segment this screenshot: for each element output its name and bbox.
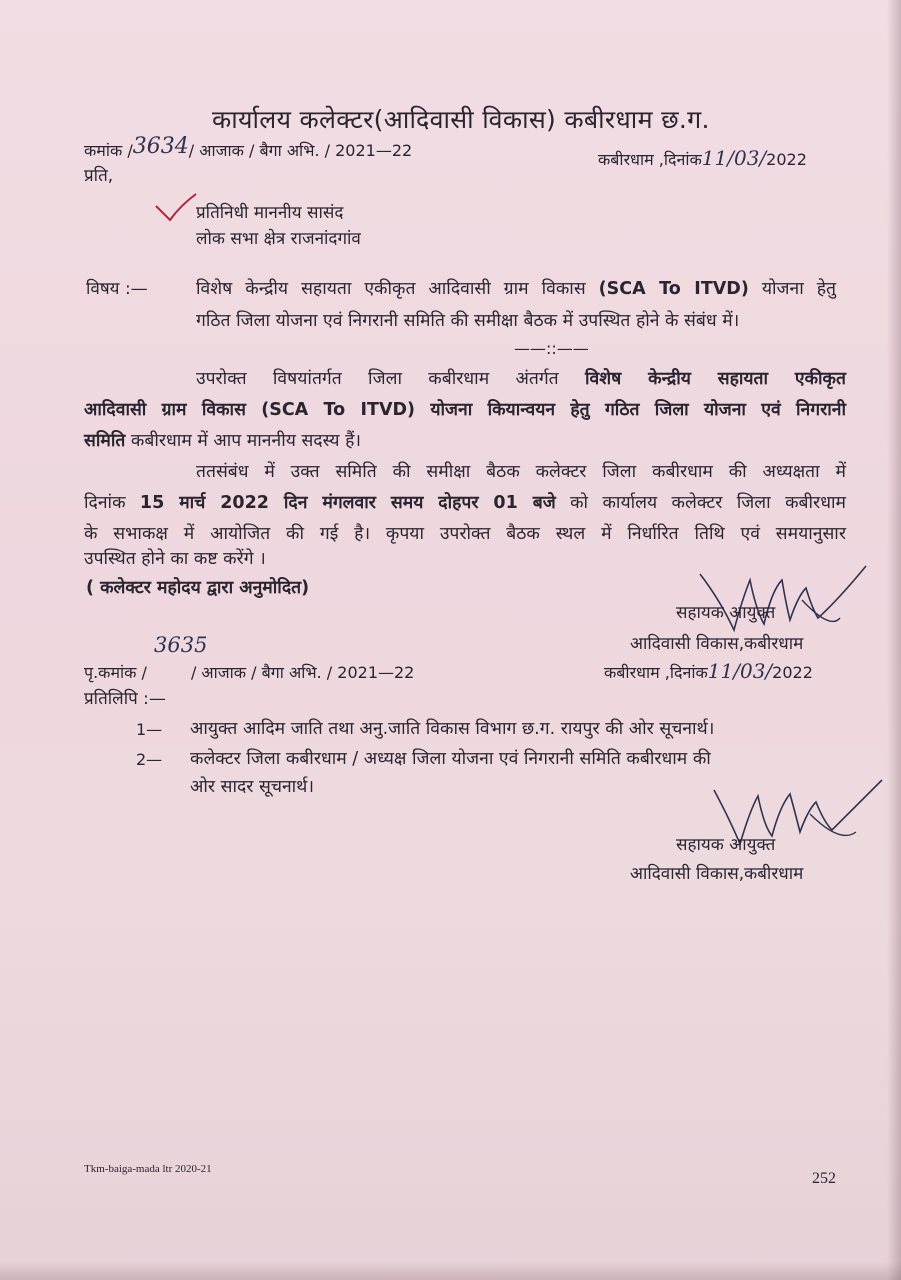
letterhead-title: कार्यालय कलेक्टर(आदिवासी विकास) कबीरधाम छ.ग. bbox=[212, 105, 710, 134]
para2-line-4: उपस्थित होने का कष्ट करेंगे । bbox=[84, 549, 266, 569]
copy-label: प्रतिलिपि :— bbox=[84, 689, 166, 709]
para2-line-2 bbox=[84, 490, 846, 514]
handwritten-ref-number: 3634 bbox=[132, 134, 189, 159]
ref-suffix: / आजाक / बैगा अभि. / 2021—22 bbox=[188, 141, 413, 160]
para1-bold-c: योजना कियान्वयन हेतु गठित जिला योजना एवं निगरानी bbox=[430, 400, 847, 420]
footer-file-ref: Tkm-baiga-mada ltr 2020-21 bbox=[84, 1163, 212, 1175]
ref2-prefix: पृ.कमांक / bbox=[84, 663, 147, 682]
para1-text: उपरोक्त विषयांतर्गत जिला कबीरधाम अंतर्गत bbox=[196, 369, 559, 389]
copy-item-2-number: 2— bbox=[136, 750, 163, 769]
date-prefix: कबीरधाम ,दिनांक bbox=[598, 150, 702, 169]
page-number: 252 bbox=[812, 1170, 836, 1187]
handwritten-ref-number-2: 3635 bbox=[154, 633, 208, 657]
page-edge-shadow bbox=[887, 0, 901, 1280]
copy-item-1-number: 1— bbox=[136, 720, 163, 739]
para1-text-end: कबीरधाम में आप माननीय सदस्य हैं। bbox=[130, 431, 362, 451]
para2-line-3: के सभाकक्ष में आयोजित की गई है। कृपया उपरोक्त बैठक स्थल में निर्धारित तिथि एवं समयानुसार bbox=[84, 524, 846, 544]
meeting-datetime: 15 मार्च 2022 दिन मंगलवार समय दोहपर 01 बजे bbox=[139, 493, 556, 513]
handwritten-date-2: 11/03/ bbox=[707, 659, 773, 683]
sig2-designation: सहायक आयुक्त bbox=[676, 835, 776, 855]
date2-year: 2022 bbox=[772, 663, 813, 682]
subject-scheme-code: (SCA To ITVD) bbox=[598, 279, 749, 299]
copy-item-2-text-cont: ओर सादर सूचनार्थ। bbox=[190, 777, 315, 797]
subject-text: विशेष केन्द्रीय सहायता एकीकृत आदिवासी ग्राम विकास bbox=[196, 279, 586, 299]
para1-line-3 bbox=[84, 428, 361, 452]
approval-note: ( कलेक्टर महोदय द्वारा अनुमोदित) bbox=[86, 578, 310, 598]
date-year: 2022 bbox=[766, 150, 807, 169]
reference-line bbox=[84, 134, 413, 162]
copy-item-1-text: आयुक्त आदिम जाति तथा अनु.जाति विकास विभाग छ.ग. रायपुर की ओर सूचनार्थ। bbox=[190, 719, 715, 739]
para1-bold-code: (SCA To ITVD) bbox=[261, 400, 416, 420]
para1-line-1 bbox=[196, 366, 846, 390]
subject-line-2: गठित जिला योजना एवं निगरानी समिति की समीक्षा बैठक में उपस्थित होने के संबंध में। bbox=[196, 311, 740, 331]
handwritten-date: 11/03/ bbox=[701, 146, 767, 170]
copy-item-2-text: कलेक्टर जिला कबीरधाम / अध्यक्ष जिला योजना एवं निगरानी समिति कबीरधाम की bbox=[190, 749, 711, 769]
page-bottom-shadow bbox=[0, 1262, 901, 1280]
para2-date-label: दिनांक bbox=[84, 493, 126, 513]
reference-line-2 bbox=[84, 661, 414, 683]
para2-text: को कार्यालय कलेक्टर जिला कबीरधाम bbox=[570, 493, 846, 513]
date2-prefix: कबीरधाम ,दिनांक bbox=[604, 663, 708, 682]
recipient-line-2: लोक सभा क्षेत्र राजनांदगांव bbox=[196, 229, 361, 249]
reference-date-2 bbox=[604, 659, 813, 683]
ref2-suffix: / आजाक / बैगा अभि. / 2021—22 bbox=[190, 663, 415, 682]
sig2-office: आदिवासी विकास,कबीरधाम bbox=[630, 864, 804, 884]
para1-bold-scheme: विशेष केन्द्रीय सहायता एकीकृत bbox=[584, 369, 846, 389]
check-mark-icon bbox=[150, 192, 200, 226]
subject-label: विषय :— bbox=[86, 279, 148, 299]
para2-line-1: ततसंबंध में उक्त समिति की समीक्षा बैठक कलेक्टर जिला कबीरधाम की अध्यक्षता में bbox=[196, 462, 846, 482]
sig1-designation: सहायक आयुक्त bbox=[676, 603, 776, 623]
subject-line-1 bbox=[196, 276, 836, 300]
ref-prefix: कमांक / bbox=[84, 141, 133, 160]
sig1-office: आदिवासी विकास,कबीरधाम bbox=[630, 634, 804, 654]
subject-divider: ——::—— bbox=[514, 339, 589, 358]
recipient-line-1: प्रतिनिधी माननीय सासंद bbox=[196, 203, 344, 223]
para1-line-2 bbox=[84, 397, 846, 421]
reference-date bbox=[598, 146, 807, 170]
subject-text-end: योजना हेतु bbox=[761, 279, 836, 299]
para1-bold-a: आदिवासी ग्राम विकास bbox=[84, 400, 246, 420]
prati-label: प्रति, bbox=[84, 166, 114, 186]
para1-bold-samiti: समिति bbox=[84, 431, 126, 451]
